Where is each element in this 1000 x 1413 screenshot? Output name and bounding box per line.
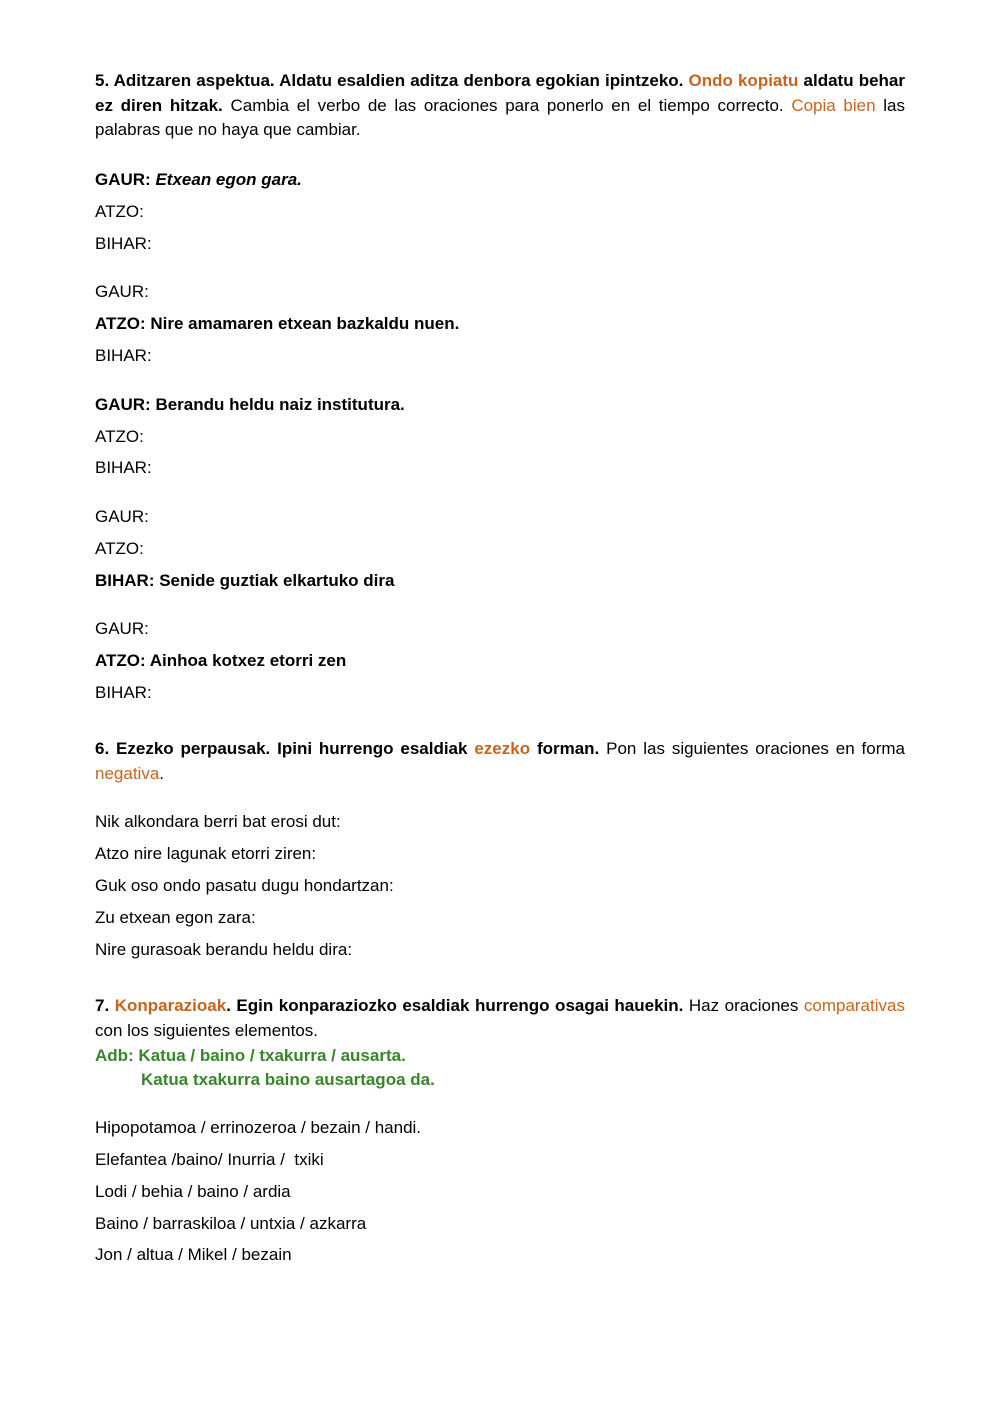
ex7-spanish-text-cont: con los siguientes elementos. [95,1020,319,1040]
gaur-sentence: Etxean egon gara. [155,170,302,189]
ex7-spanish-text: Haz oraciones [688,996,799,1015]
ex5-g5-gaur: GAUR: [95,619,149,638]
ex5-g2-atzo: ATZO: Nire amamaren etxean bazkaldu nuen. [95,314,460,333]
ex6-spanish-highlight: negativa [95,763,160,783]
ex5-g1-bihar: BIHAR: [95,234,152,253]
ex7-example-prompt: Adb: Katua / baino / txakurra / ausarta. [95,1046,406,1065]
ex5-g2-bihar: BIHAR: [95,346,152,365]
ex5-g4-atzo: ATZO: [95,539,144,558]
ex7-item: Baino / barraskiloa / untxia / azkarra [95,1214,367,1233]
ex7-title-highlight: Konparazioak [114,996,227,1015]
ex5-title-cont: aldatu behar ez diren hitzak. [95,71,905,115]
ex5-g3-gaur: GAUR: Berandu heldu naiz institutura. [95,395,405,414]
ex5-g5-bihar: BIHAR: [95,683,152,702]
ex6-item: Guk oso ondo pasatu dugu hondartzan: [95,876,394,895]
ex6-item: Nik alkondara berri bat erosi dut: [95,812,341,831]
exercise-7-instructions [95,994,905,1043]
ex6-title: 6. Ezezko perpausak. Ipini hurrengo esaldiak [95,739,468,758]
ex6-item: Nire gurasoak berandu heldu dira: [95,940,353,959]
ex5-g2-gaur: GAUR: [95,282,149,301]
ex5-g1-atzo: ATZO: [95,202,144,221]
ex7-item: Hipopotamoa / errinozeroa / bezain / handi. [95,1118,422,1137]
ex7-title: . Egin konparaziozko esaldiak hurrengo osagai hauekin. [226,996,684,1015]
ex5-g5-atzo: ATZO: Ainhoa kotxez etorri zen [95,651,347,670]
ex7-example-answer: Katua txakurra baino ausartagoa da. [141,1070,435,1089]
ex6-title-cont: forman. [536,739,600,758]
ex5-g1-gaur [95,170,302,190]
ex7-item: Lodi / behia / baino / ardia [95,1182,291,1201]
ex6-title-highlight: ezezko [474,739,531,758]
ex7-item: Elefantea /baino/ Inurria / txiki [95,1150,324,1169]
ex5-spanish-text-cont: las palabras que no haya que cambiar. [95,95,905,139]
ex5-title: 5. Aditzaren aspektua. Aldatu esaldien aditza denbora egokian ipintzeko. [95,71,684,90]
ex6-spanish-text: Pon las siguientes oraciones en forma [606,739,905,758]
ex5-g3-atzo: ATZO: [95,427,144,446]
ex6-item: Atzo nire lagunak etorri ziren: [95,844,317,863]
exercise-6-instructions [95,737,905,786]
ex7-item: Jon / altua / Mikel / bezain [95,1245,292,1264]
ex7-spanish-highlight: comparativas [803,996,905,1015]
ex5-g4-bihar: BIHAR: Senide guztiak elkartuko dira [95,571,395,590]
ex5-g4-gaur: GAUR: [95,507,149,526]
ex5-spanish-text: Cambia el verbo de las oraciones para ponerlo en el tiempo correcto. [230,95,784,115]
ex5-title-highlight: Ondo kopiatu [688,71,799,90]
ex6-spanish-period: . [159,763,165,783]
ex6-item: Zu etxean egon zara: [95,908,256,927]
ex5-g3-bihar: BIHAR: [95,458,152,477]
ex5-spanish-highlight: Copia bien [791,95,876,115]
ex7-number: 7. [95,996,110,1015]
gaur-label: GAUR: [95,170,151,189]
exercise-5-instructions [95,69,905,143]
